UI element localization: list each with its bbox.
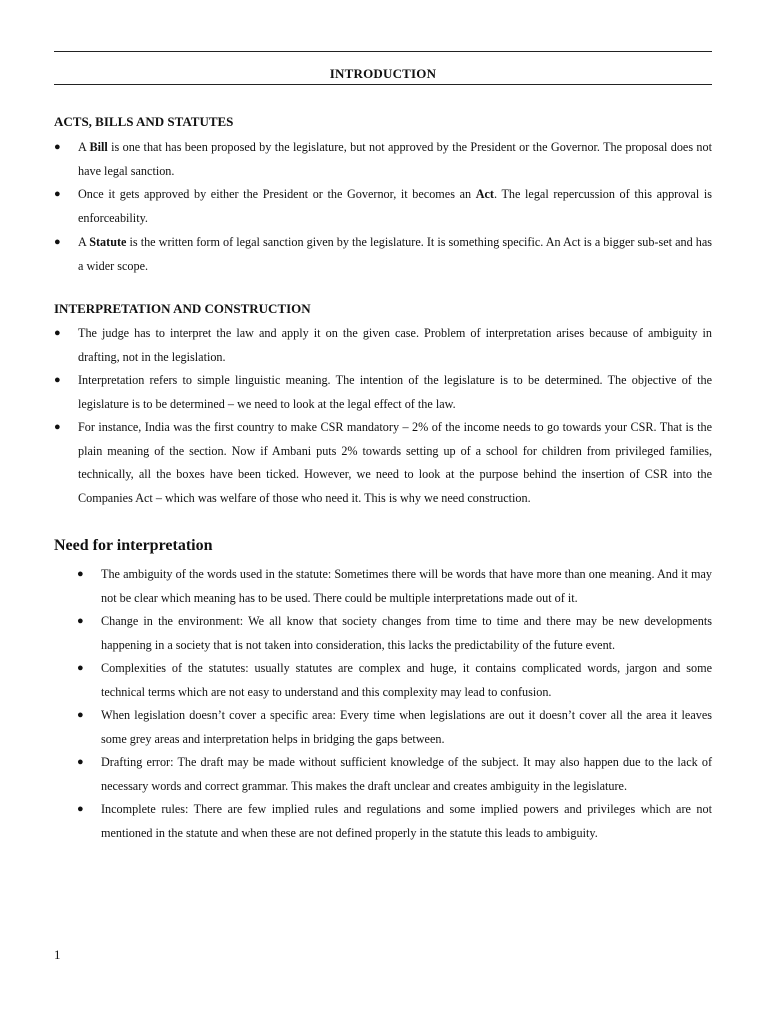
list-item — [54, 183, 712, 230]
list-item — [54, 369, 712, 416]
item-text: The judge has to interpret the law and apply it on the given case. Problem of interpretation arises because of ambiguity in drafting, not in the legislation. — [78, 326, 712, 364]
item-post: . The legal repercussion of this approval is enforceability. — [78, 187, 712, 225]
item-text: Drafting error: The draft may be made without sufficient knowledge of the subject. It may also happen due to the lack of necessary words and correct grammar. This makes the draft unclear and creates ambiguity in the legislature. — [101, 755, 712, 793]
bullet-icon: ● — [77, 662, 84, 674]
item-text: Complexities of the statutes: usually statutes are complex and huge, it contains complicated words, jargon and some technical terms which are not easy to understand and this complexity may lead to confusion. — [101, 661, 712, 699]
bullet-icon: ● — [77, 709, 84, 721]
list-item — [77, 704, 712, 751]
bullet-icon: ● — [54, 188, 61, 200]
bullet-icon: ● — [54, 236, 61, 248]
bullet-icon: ● — [54, 421, 61, 433]
top-rule — [54, 51, 712, 52]
list-item — [77, 563, 712, 610]
item-pre: A — [78, 235, 90, 249]
bullet-icon: ● — [77, 756, 84, 768]
list-item — [54, 322, 712, 369]
list-item — [77, 610, 712, 657]
page-title: INTRODUCTION — [329, 66, 437, 81]
list-item — [54, 136, 712, 183]
item-text: Change in the environment: We all know that society changes from time to time and there may be new developments happening in a society that is not taken into consideration, this lacks the predictability of the future event. — [101, 614, 712, 652]
item-post: is one that has been proposed by the legislature, but not approved by the President or the Governor. The proposal does not have legal sanction. — [78, 140, 712, 178]
title-rule — [54, 84, 712, 85]
term-statute: Statute — [89, 235, 127, 249]
bullet-icon: ● — [54, 374, 61, 386]
acts-list — [54, 136, 712, 278]
section-heading-need: Need for interpretation — [54, 537, 213, 554]
bullet-icon: ● — [54, 327, 61, 339]
interpretation-list — [54, 322, 712, 510]
item-text: The ambiguity of the words used in the statute: Sometimes there will be words that have more than one meaning. And it may not be clear which meaning has to be used. There could be multiple interpretations made out of it. — [101, 567, 712, 605]
section-heading-acts: ACTS, BILLS AND STATUTES — [54, 114, 234, 129]
bullet-icon: ● — [54, 141, 61, 153]
item-text: For instance, India was the first country to make CSR mandatory – 2% of the income needs to go towards your CSR. That is the plain meaning of the section. Now if Ambani puts 2% towards setting up of a school for children from privileged families, technically, all the boxes have been ticked. However, we need to look at the purpose behind the insertion of CSR into the Companies Act – which was welfare of those who need it. This is why we need construction. — [78, 420, 712, 505]
list-item — [54, 231, 712, 278]
list-item — [77, 751, 712, 798]
list-item — [54, 416, 712, 510]
list-item — [77, 657, 712, 704]
need-list — [77, 563, 712, 845]
page-number: 1 — [54, 947, 61, 962]
bullet-icon: ● — [77, 568, 84, 580]
item-pre: Once it gets approved by either the President or the Governor, it becomes an — [78, 187, 476, 201]
bullet-icon: ● — [77, 615, 84, 627]
list-item — [77, 798, 712, 845]
term-act: Act — [475, 187, 494, 201]
item-post: is the written form of legal sanction given by the legislature. It is something specific. An Act is a bigger sub-set and has a wider scope. — [78, 235, 712, 273]
item-text: Interpretation refers to simple linguistic meaning. The intention of the legislature is to be determined. The objective of the legislature is to be determined – we need to look at the legal effect of the law. — [78, 373, 712, 411]
section-heading-interpretation: INTERPRETATION AND CONSTRUCTION — [54, 301, 311, 316]
item-pre: A — [78, 140, 90, 154]
item-text: Incomplete rules: There are few implied rules and regulations and some implied powers and privileges which are not mentioned in the statute and when these are not defined properly in the statute this leads to ambiguity. — [101, 802, 712, 840]
bullet-icon: ● — [77, 803, 84, 815]
item-text: When legislation doesn’t cover a specific area: Every time when legislations are out it doesn’t cover all the area it leaves some grey areas and interpretation helps in bridging the gaps between. — [101, 708, 712, 746]
term-bill: Bill — [89, 140, 108, 154]
